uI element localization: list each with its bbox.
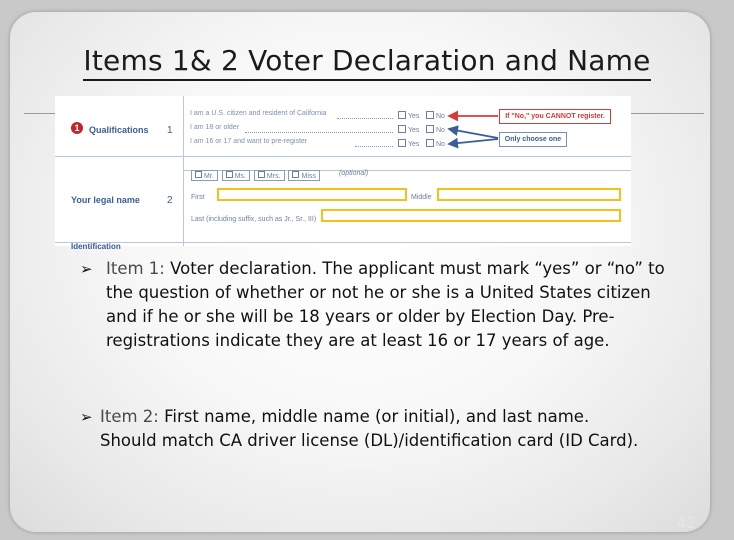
first-name-label: First bbox=[191, 194, 205, 201]
bullet-item-2-text: Item 2: First name, middle name (or initial), and last name. Should match CA driver license (DL)/identification card (ID Card). bbox=[100, 407, 639, 450]
slide-title: Items 1& 2 Voter Declaration and Name bbox=[0, 44, 734, 77]
question-pre-register: I am 16 or 17 and want to pre-register bbox=[190, 138, 308, 145]
checkbox-icon bbox=[292, 171, 299, 178]
qualifications-label: Qualifications bbox=[89, 125, 149, 135]
middle-name-field-highlight[interactable] bbox=[437, 188, 621, 201]
qualifications-number: 1 bbox=[167, 125, 173, 136]
legal-name-label: Your legal name bbox=[71, 195, 140, 205]
last-name-label: Last (including suffix, such as Jr., Sr., III) bbox=[191, 216, 317, 223]
slide-number: 42 bbox=[676, 514, 696, 532]
no-checkbox[interactable]: No bbox=[426, 125, 445, 134]
title-options bbox=[191, 170, 322, 181]
yes-checkbox[interactable]: Yes bbox=[398, 139, 419, 148]
title-option-mrs[interactable]: Mrs. bbox=[254, 170, 285, 181]
identification-label: Identification bbox=[71, 242, 121, 251]
optional-note: (optional) bbox=[339, 170, 369, 177]
yes-checkbox[interactable]: Yes bbox=[398, 111, 419, 120]
legal-name-number: 2 bbox=[167, 195, 173, 206]
last-name-field-highlight[interactable] bbox=[321, 209, 621, 222]
middle-name-label: Middle bbox=[411, 194, 432, 201]
title-option-ms[interactable]: Ms. bbox=[222, 170, 250, 181]
checkbox-icon bbox=[226, 171, 233, 178]
first-name-field-highlight[interactable] bbox=[217, 188, 407, 201]
yes-checkbox[interactable]: Yes bbox=[398, 125, 419, 134]
only-choose-one-note: Only choose one bbox=[499, 132, 567, 147]
cannot-register-warning: If "No," you CANNOT register. bbox=[499, 109, 611, 124]
arrow-bullet-icon: ➢ bbox=[80, 260, 93, 278]
title-option-mr[interactable]: Mr. bbox=[191, 170, 218, 181]
question-18-or-older: I am 18 or older bbox=[190, 124, 240, 131]
arrow-bullet-icon: ➢ bbox=[80, 408, 93, 426]
question-citizen: I am a U.S. citizen and resident of California bbox=[190, 110, 327, 117]
no-checkbox[interactable]: No bbox=[426, 139, 445, 148]
checkbox-icon bbox=[195, 171, 202, 178]
section-number-badge: 1 bbox=[71, 122, 83, 134]
voter-form-excerpt bbox=[55, 96, 631, 251]
title-option-miss[interactable]: Miss bbox=[288, 170, 319, 181]
bullet-item-1-text: Item 1: Voter declaration. The applicant must mark “yes” or “no” to the question of whether or not he or she is a United States citizen and if he or she will be 18 years or older by Election Day. Pre-registrations indicate they are at least 16 or 17 years of age. bbox=[106, 259, 665, 350]
no-checkbox[interactable]: No bbox=[426, 111, 445, 120]
checkbox-icon bbox=[258, 171, 265, 178]
